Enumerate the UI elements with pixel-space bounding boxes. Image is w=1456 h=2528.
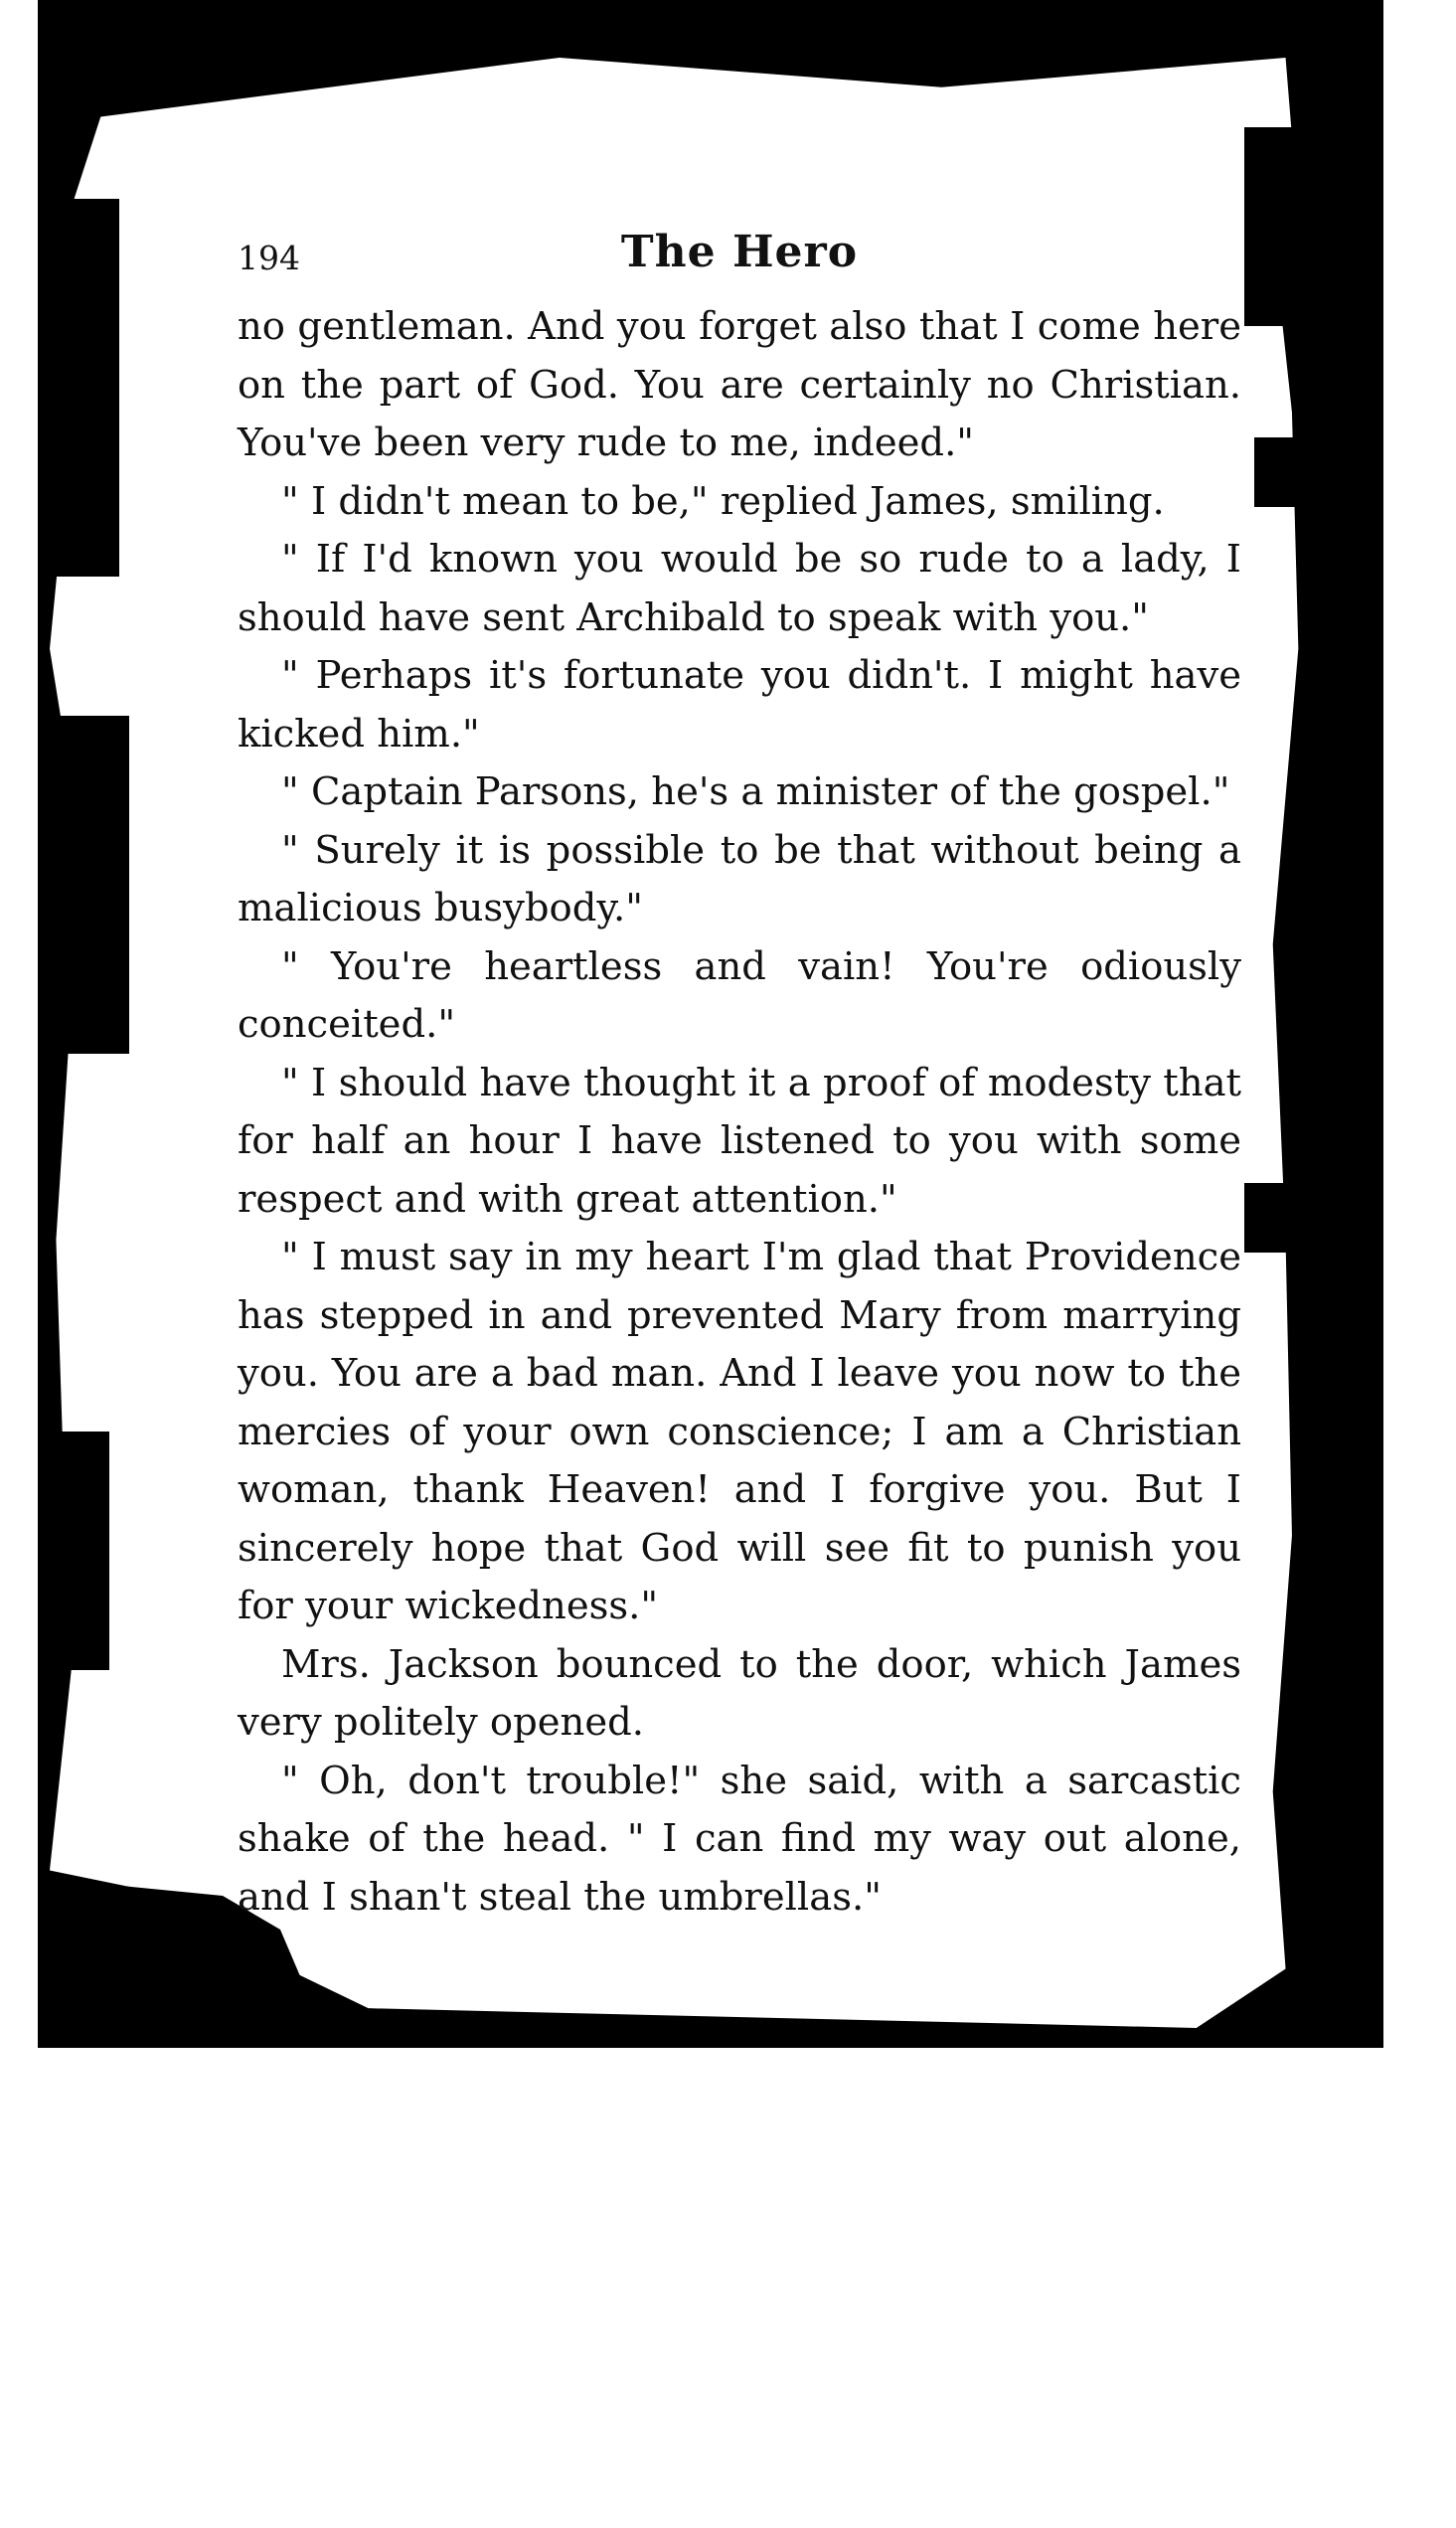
running-title: The Hero bbox=[620, 227, 859, 277]
paragraph: " Oh, don't trouble!" she said, with a sarcastic shake of the head. " I can find my way out alone, and I shan't steal the umbrellas." bbox=[238, 1758, 1241, 1920]
paragraph: Mrs. Jackson bounced to the door, which James very politely opened. bbox=[238, 1641, 1241, 1745]
torn-edge bbox=[50, 199, 119, 577]
torn-edge bbox=[50, 1432, 109, 1670]
paragraph: no gentleman. And you forget also that I come here on the part of God. You are certainly no Christian. You've been very rude to me, indeed." bbox=[238, 304, 1241, 465]
paragraph: " Captain Parsons, he's a minister of the gospel." bbox=[281, 769, 1230, 814]
torn-edge bbox=[1244, 127, 1314, 326]
paragraph: " Perhaps it's fortunate you didn't. I might have kicked him." bbox=[238, 653, 1241, 757]
paragraph: " Surely it is possible to be that without being a malicious busybody." bbox=[238, 827, 1241, 930]
page-number: 194 bbox=[238, 239, 300, 277]
paragraph: " You're heartless and vain! You're odiously conceited." bbox=[238, 943, 1241, 1047]
paragraph: " I didn't mean to be," replied James, smiling. bbox=[281, 478, 1165, 524]
torn-edge bbox=[1244, 1183, 1324, 1253]
running-head bbox=[238, 227, 1241, 286]
torn-edge bbox=[1254, 437, 1334, 507]
page-text bbox=[238, 227, 1241, 1927]
paragraph: " I must say in my heart I'm glad that Providence has stepped in and prevented Mary from marrying you. You are a bad man. And I leave you now to the mercies of your own conscience; I am a Christian woman, thank Heaven! and I forgive you. But I sincerely hope that God will see fit to punish you for your wickedness." bbox=[238, 1235, 1241, 1628]
torn-edge bbox=[50, 716, 129, 1054]
paragraph: " I should have thought it a proof of modesty that for half an hour I have listened to you with some respect and with great attention." bbox=[238, 1060, 1241, 1222]
paragraph: " If I'd known you would be so rude to a lady, I should have sent Archibald to speak with you." bbox=[238, 537, 1241, 640]
